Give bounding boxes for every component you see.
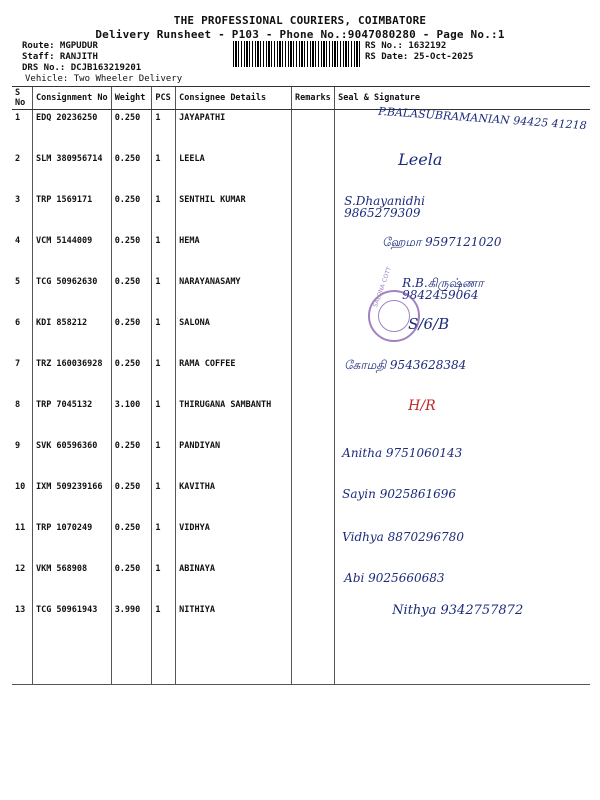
row-signature — [335, 151, 590, 192]
vehicle-label: Vehicle: Two Wheeler Delivery — [25, 74, 183, 84]
row-signature — [335, 643, 590, 685]
row-consignee — [176, 643, 292, 685]
row-remarks — [291, 561, 334, 602]
handwritten-signature: Sayin 9025861696 — [342, 487, 457, 501]
row-consignment: TRP 1569171 — [32, 192, 111, 233]
row-remarks — [291, 315, 334, 356]
row-weight: 0.250 — [111, 192, 152, 233]
row-sno: 6 — [15, 318, 21, 328]
row-pcs: 1 — [152, 602, 176, 643]
row-consignee: HEMA — [176, 233, 292, 274]
row-signature — [335, 479, 590, 520]
row-sno: 10 — [15, 482, 26, 492]
drs-number: DRS No.: DCJB163219201 — [22, 63, 142, 73]
row-remarks — [291, 602, 334, 643]
row-consignment: EDQ 20236250 — [32, 110, 111, 152]
row-consignee: NARAYANASAMY — [176, 274, 292, 315]
handwritten-signature: Vidhya 8870296780 — [342, 530, 464, 544]
row-sno: 13 — [15, 605, 26, 615]
row-remarks — [291, 438, 334, 479]
row-pcs: 1 — [152, 438, 176, 479]
table-header-row — [12, 87, 590, 110]
row-consignment: TRP 7045132 — [32, 397, 111, 438]
row-signature — [335, 561, 590, 602]
col-remarks: Remarks — [291, 87, 334, 110]
row-consignee: NITHIYA — [176, 602, 292, 643]
col-signature: Seal & Signature — [335, 87, 590, 110]
handwritten-signature: S/6/B — [408, 315, 450, 333]
row-consignee: KAVITHA — [176, 479, 292, 520]
row-sno: 8 — [15, 400, 21, 410]
handwritten-signature: Anitha 9751060143 — [342, 446, 463, 460]
row-sno: 7 — [15, 359, 21, 369]
row-consignment: SLM 380956714 — [32, 151, 111, 192]
runsheet-subtitle: Delivery Runsheet - P103 - Phone No.:9047080280 - Page No.:1 — [95, 28, 505, 41]
row-signature — [335, 438, 590, 479]
row-weight: 0.250 — [111, 151, 152, 192]
table-row — [12, 233, 590, 274]
row-weight: 0.250 — [111, 233, 152, 274]
row-weight: 0.250 — [111, 274, 152, 315]
row-sno: 1 — [15, 113, 21, 123]
col-sno: S No — [12, 87, 32, 110]
col-pcs: PCS — [152, 87, 176, 110]
row-consignment: VKM 568908 — [32, 561, 111, 602]
table-row — [12, 397, 590, 438]
row-consignee: THIRUGANA SAMBANTH — [176, 397, 292, 438]
table-row — [12, 315, 590, 356]
rs-number: RS No.: 1632192 — [365, 41, 447, 51]
row-pcs: 1 — [152, 479, 176, 520]
row-weight: 3.100 — [111, 397, 152, 438]
handwritten-signature: R.B.கிருஷ்ணா 9842459064 — [402, 276, 484, 302]
row-remarks — [291, 479, 334, 520]
table-row — [12, 520, 590, 561]
staff-label: Staff: RANJITH — [22, 52, 98, 62]
row-pcs: 1 — [152, 561, 176, 602]
table-row — [12, 110, 590, 152]
row-sno: 2 — [15, 154, 21, 164]
row-consignment: SVK 60596360 — [32, 438, 111, 479]
row-remarks — [291, 397, 334, 438]
row-consignee: JAYAPATHI — [176, 110, 292, 152]
handwritten-signature: கோமதி 9543628384 — [344, 358, 467, 372]
row-sno: 12 — [15, 564, 26, 574]
row-consignment: TCG 50961943 — [32, 602, 111, 643]
company-title: THE PROFESSIONAL COURIERS, COIMBATORE — [173, 14, 427, 27]
row-weight: 3.990 — [111, 602, 152, 643]
row-signature — [335, 397, 590, 438]
row-consignee: SALONA — [176, 315, 292, 356]
row-pcs: 1 — [152, 110, 176, 152]
row-pcs: 1 — [152, 520, 176, 561]
col-consignee: Consignee Details — [176, 87, 292, 110]
row-weight: 0.250 — [111, 438, 152, 479]
handwritten-signature: S.Dhayanidhi 9865279309 — [344, 194, 426, 220]
row-consignment: IXM 509239166 — [32, 479, 111, 520]
row-weight: 0.250 — [111, 520, 152, 561]
handwritten-signature: Leela — [398, 150, 443, 169]
row-pcs: 1 — [152, 397, 176, 438]
handwritten-signature: Nithya 9342757872 — [392, 603, 524, 618]
row-signature — [335, 602, 590, 643]
handwritten-signature: ஹேமா 9597121020 — [382, 235, 502, 249]
stamp-text: SALONA COTT — [372, 266, 394, 309]
row-pcs: 1 — [152, 233, 176, 274]
handwritten-signature: Abi 9025660683 — [344, 571, 445, 585]
table-row — [12, 438, 590, 479]
row-consignment: TRP 1070249 — [32, 520, 111, 561]
table-row — [12, 561, 590, 602]
table-row — [12, 274, 590, 315]
row-signature — [335, 192, 590, 233]
route-label: Route: MGPUDUR — [22, 41, 98, 51]
row-weight: 0.250 — [111, 356, 152, 397]
col-consignment: Consignment No — [32, 87, 111, 110]
row-remarks — [291, 192, 334, 233]
table-row — [12, 151, 590, 192]
row-weight — [111, 643, 152, 685]
row-pcs: 1 — [152, 151, 176, 192]
row-signature — [335, 356, 590, 397]
handwritten-signature: P.BALASUBRAMANIAN 94425 41218 — [377, 104, 588, 133]
row-sno: 3 — [15, 195, 21, 205]
row-remarks — [291, 233, 334, 274]
row-consignee: RAMA COFFEE — [176, 356, 292, 397]
row-sno — [12, 643, 32, 685]
row-remarks — [291, 356, 334, 397]
row-pcs: 1 — [152, 356, 176, 397]
row-weight: 0.250 — [111, 479, 152, 520]
row-remarks — [291, 151, 334, 192]
barcode — [233, 41, 360, 67]
table-row — [12, 356, 590, 397]
table-row — [12, 192, 590, 233]
row-signature — [335, 520, 590, 561]
row-remarks — [291, 520, 334, 561]
row-consignee: PANDIYAN — [176, 438, 292, 479]
rs-date: RS Date: 25-Oct-2025 — [365, 52, 474, 62]
handwritten-signature: H/R — [408, 398, 436, 414]
row-consignee: SENTHIL KUMAR — [176, 192, 292, 233]
row-pcs — [152, 643, 176, 685]
table-row — [12, 479, 590, 520]
company-stamp — [368, 266, 420, 342]
row-weight: 0.250 — [111, 561, 152, 602]
row-remarks — [291, 110, 334, 152]
row-sno: 5 — [15, 277, 21, 287]
runsheet-table — [12, 86, 590, 685]
row-sno: 4 — [15, 236, 21, 246]
row-pcs: 1 — [152, 315, 176, 356]
row-weight: 0.250 — [111, 110, 152, 152]
row-remarks — [291, 643, 334, 685]
row-consignment: VCM 5144009 — [32, 233, 111, 274]
table-row — [12, 643, 590, 685]
row-remarks — [291, 274, 334, 315]
row-pcs: 1 — [152, 274, 176, 315]
col-weight: Weight — [111, 87, 152, 110]
row-signature — [335, 233, 590, 274]
row-consignee: ABINAYA — [176, 561, 292, 602]
row-sno: 9 — [15, 441, 21, 451]
row-sno: 11 — [15, 523, 26, 533]
row-consignee: LEELA — [176, 151, 292, 192]
row-consignment: KDI 858212 — [32, 315, 111, 356]
handwritten-signature — [344, 646, 587, 650]
row-pcs: 1 — [152, 192, 176, 233]
row-signature — [335, 104, 590, 152]
table-row — [12, 602, 590, 643]
row-consignment: TCG 50962630 — [32, 274, 111, 315]
row-consignment: TRZ 160036928 — [32, 356, 111, 397]
row-weight: 0.250 — [111, 315, 152, 356]
row-consignee: VIDHYA — [176, 520, 292, 561]
row-consignment — [32, 643, 111, 685]
